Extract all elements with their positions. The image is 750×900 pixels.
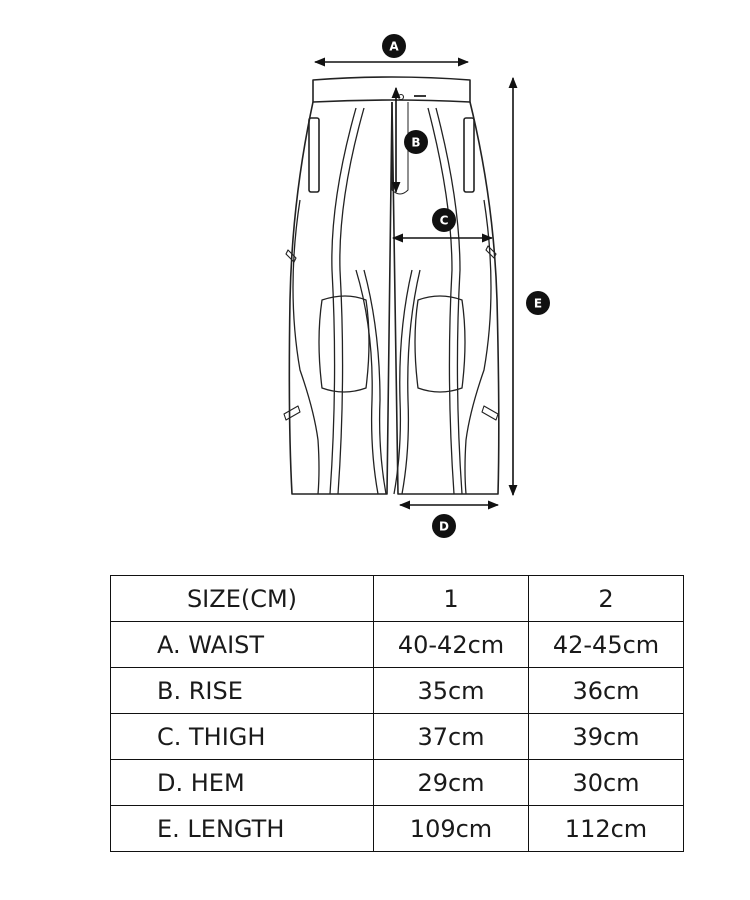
row-value-size-2: 42-45cm xyxy=(529,622,684,668)
marker-b-label: B xyxy=(411,135,421,150)
row-value-size-1: 29cm xyxy=(374,760,529,806)
row-value-size-2: 36cm xyxy=(529,668,684,714)
row-value-size-2: 112cm xyxy=(529,806,684,852)
header-size-1: 1 xyxy=(374,576,529,622)
measure-arrows xyxy=(315,62,513,505)
marker-a-label: A xyxy=(389,39,399,54)
table-row-length xyxy=(111,806,684,852)
table-row-rise xyxy=(111,668,684,714)
marker-d xyxy=(432,514,456,538)
pants-outline xyxy=(284,77,499,494)
header-size-label: SIZE(CM) xyxy=(111,576,374,622)
row-label: C. THIGH xyxy=(111,714,374,760)
row-value-size-2: 39cm xyxy=(529,714,684,760)
row-value-size-1: 35cm xyxy=(374,668,529,714)
row-value-size-2: 30cm xyxy=(529,760,684,806)
row-value-size-1: 109cm xyxy=(374,806,529,852)
marker-e-label: E xyxy=(533,296,543,311)
marker-c-label: C xyxy=(439,213,449,228)
table-row-thigh xyxy=(111,714,684,760)
table-row-hem xyxy=(111,760,684,806)
marker-b xyxy=(404,130,428,154)
row-value-size-1: 37cm xyxy=(374,714,529,760)
table-row-waist xyxy=(111,622,684,668)
marker-a xyxy=(382,34,406,58)
marker-d-label: D xyxy=(439,519,449,534)
row-label: D. HEM xyxy=(111,760,374,806)
row-label: B. RISE xyxy=(111,668,374,714)
marker-e xyxy=(526,291,550,315)
table-header-row xyxy=(111,576,684,622)
row-label: A. WAIST xyxy=(111,622,374,668)
row-label: E. LENGTH xyxy=(111,806,374,852)
row-value-size-1: 40-42cm xyxy=(374,622,529,668)
size-table xyxy=(110,575,684,852)
header-size-2: 2 xyxy=(529,576,684,622)
marker-c xyxy=(432,208,456,232)
